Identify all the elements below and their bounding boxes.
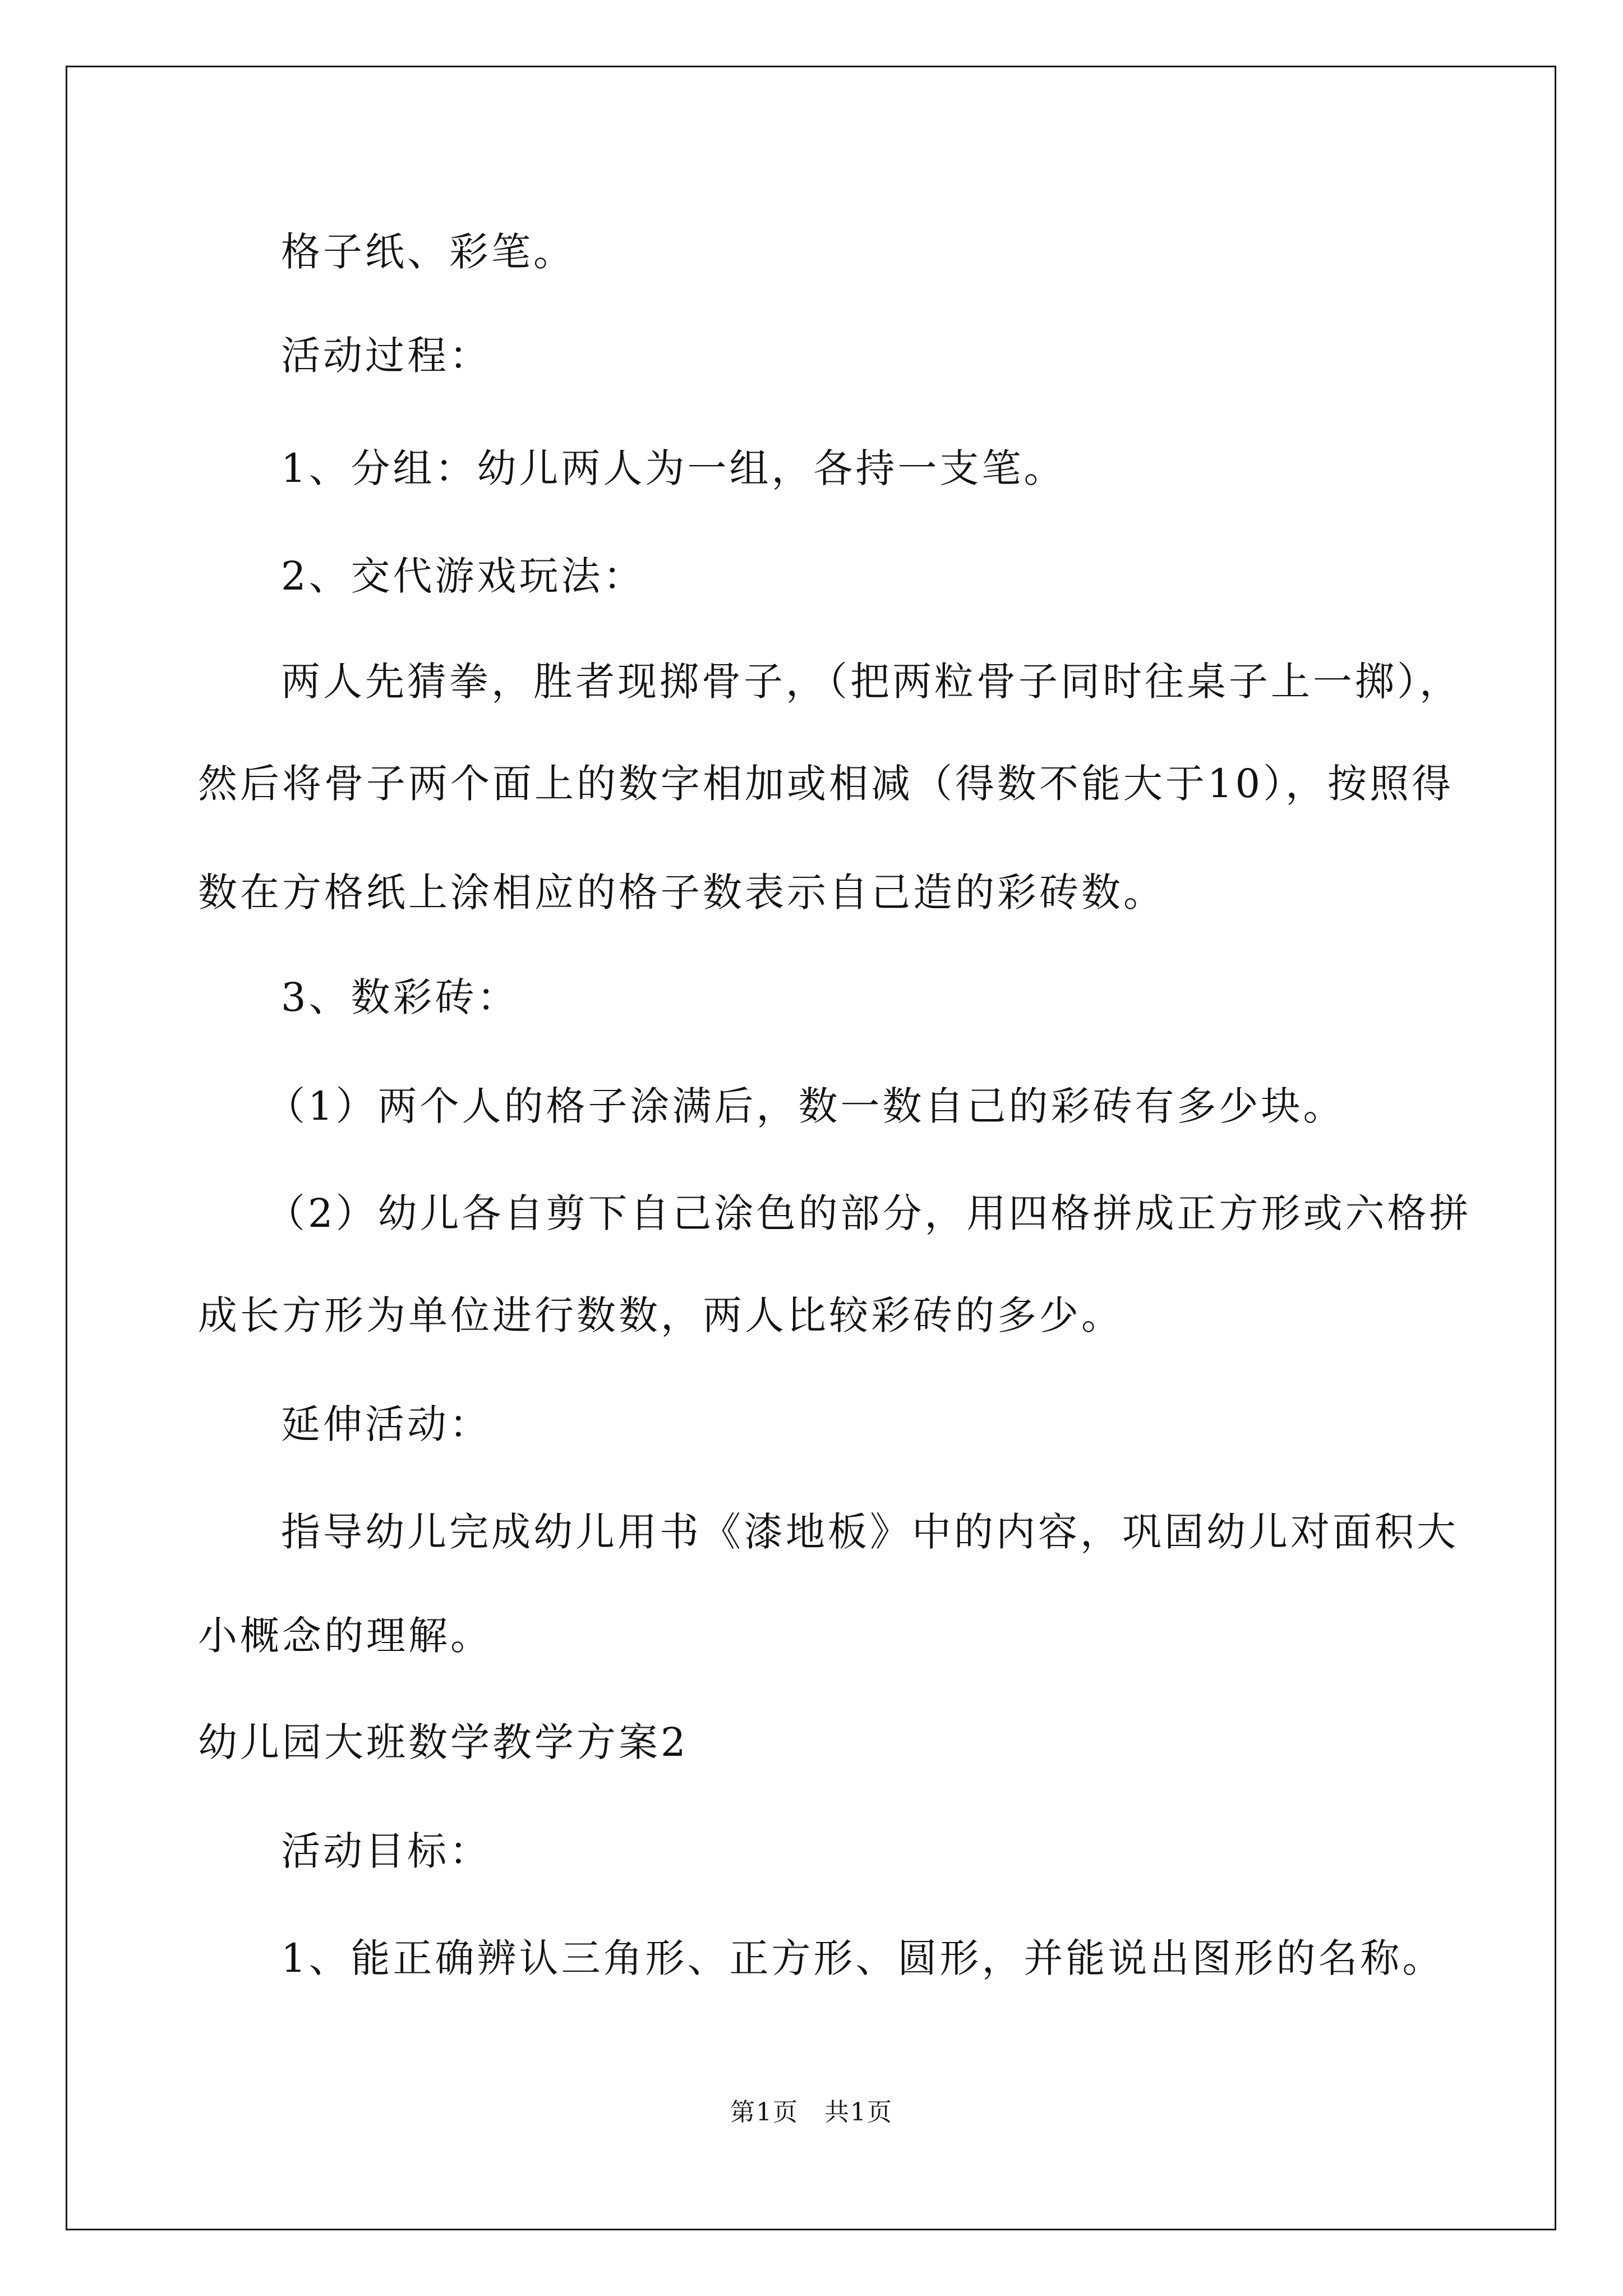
text-line: （1）两个人的格子涂满后，数一数自己的彩砖有多少块。 — [266, 1083, 1345, 1129]
section-heading: 活动过程： — [281, 333, 491, 379]
text-line: 两人先猜拳，胜者现掷骨子，（把两粒骨子同时往桌子上一掷）， — [281, 659, 1461, 705]
page-footer: 第1页 共1页 — [730, 2098, 893, 2127]
text-line: 1、分组：幼儿两人为一组，各持一支笔。 — [281, 445, 1066, 491]
text-line: 2、交代游戏玩法： — [281, 553, 645, 599]
text-line: 成长方形为单位进行数数，两人比较彩砖的多少。 — [198, 1292, 1123, 1338]
text-line: 指导幼儿完成幼儿用书《漆地板》中的内容，巩固幼儿对面积大 — [281, 1509, 1459, 1555]
text-line: 格子纸、彩笔。 — [281, 229, 575, 275]
text-line: 小概念的理解。 — [198, 1613, 492, 1659]
text-line: 3、数彩砖： — [281, 974, 519, 1020]
document-subtitle: 幼儿园大班数学教学方案2 — [198, 1719, 689, 1765]
text-line: 然后将骨子两个面上的数字相加或相减（得数不能大于10），按照得 — [198, 761, 1454, 807]
text-line: （2）幼儿各自剪下自己涂色的部分，用四格拼成正方形或六格拼 — [266, 1190, 1472, 1236]
section-heading: 延伸活动： — [281, 1401, 491, 1447]
page-border — [66, 66, 1556, 2230]
section-heading: 活动目标： — [281, 1828, 491, 1874]
text-line: 数在方格纸上涂相应的格子数表示自己造的彩砖数。 — [198, 869, 1165, 915]
text-line: 1、能正确辨认三角形、正方形、圆形，并能说出图形的名称。 — [281, 1935, 1445, 1981]
